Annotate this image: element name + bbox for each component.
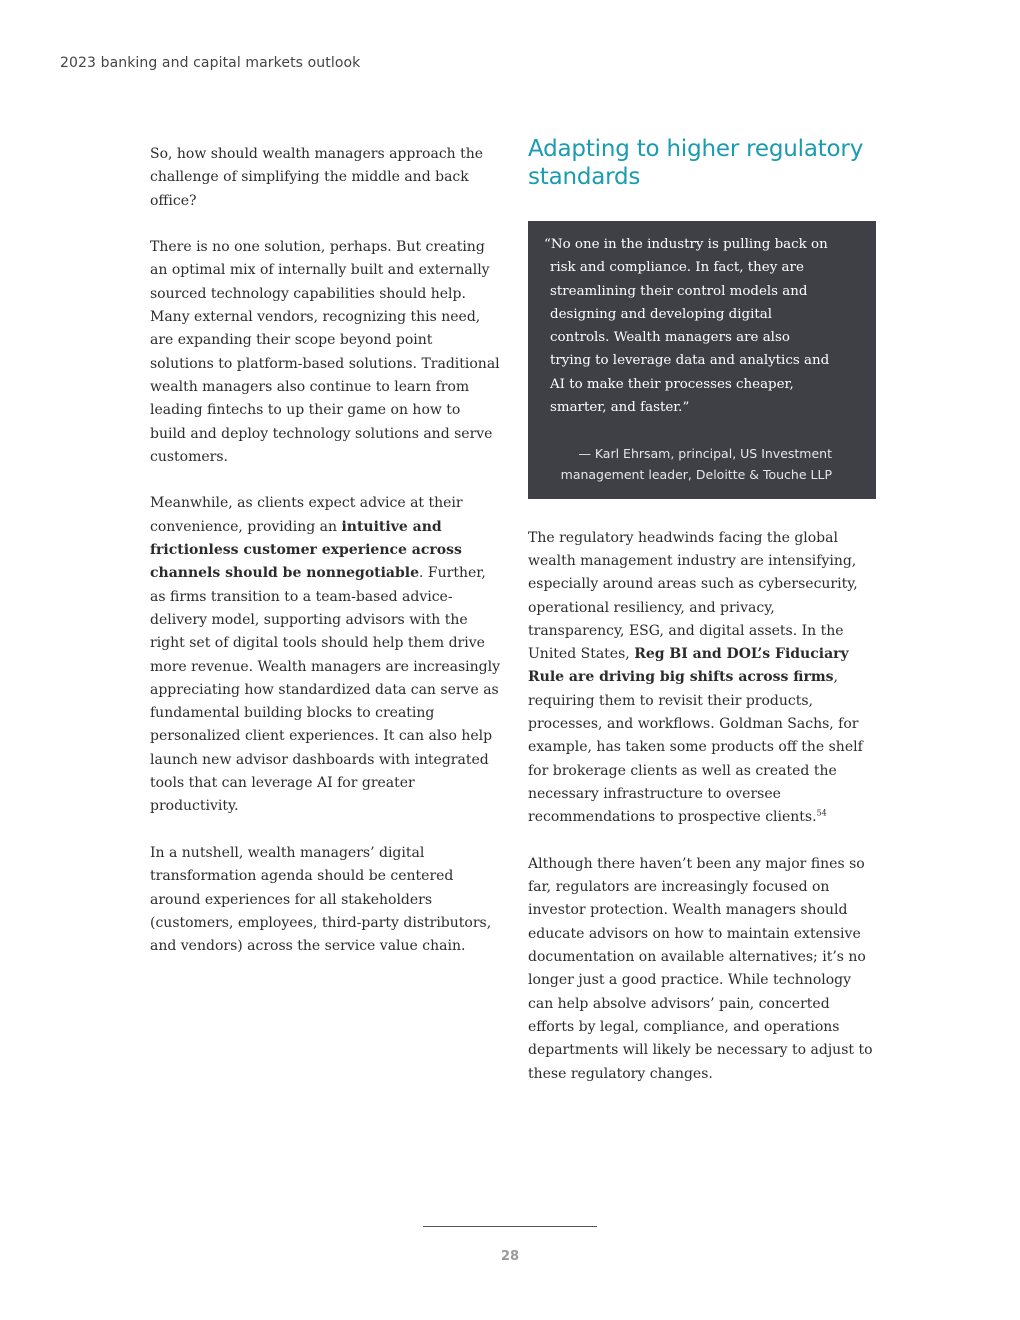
section-heading: Adapting to higher regulatory standards — [528, 136, 864, 190]
footer-divider — [423, 1226, 597, 1227]
left-column — [150, 143, 500, 982]
body-paragraph — [150, 492, 500, 818]
emphasis-text: Reg BI and DOL’s Fiduciary Rule are driving big shifts across firms — [528, 646, 849, 686]
text-run: The regulatory headwinds facing the global wealth management industry are intensifying, especially around areas such as cybersecurity, operational resiliency, and privacy, transparency, ESG, and digital assets. In the United States, — [528, 529, 858, 663]
text-run: , requiring them to revisit their products, processes, and workflows. Goldman Sachs, for example, has taken some products off the shelf for brokerage clients as well as created the necessary infrastructure to oversee recommendations to prospective clients. — [528, 669, 863, 826]
body-paragraph — [528, 527, 873, 830]
quote-attribution: — Karl Ehrsam, principal, US Investment management leader, Deloitte & Touche LLP — [560, 445, 832, 482]
text-run: . Further, as firms transition to a team-based advice-delivery model, supporting advisors with the right set of digital tools should help them drive more revenue. Wealth managers are increasingly appreciating how standardized data can serve as fundamental building blocks to creating personalized client experiences. It can also help launch new advisor dashboards with integrated tools that can leverage AI for greater productivity. — [150, 565, 500, 815]
text-run: Meanwhile, as clients expect advice at their convenience, providing an — [150, 495, 463, 535]
footnote-ref[interactable]: 54 — [816, 808, 827, 818]
body-paragraph: So, how should wealth managers approach the challenge of simplifying the middle and back office? — [150, 146, 484, 209]
running-header: 2023 banking and capital markets outlook — [60, 55, 361, 71]
body-paragraph: Although there haven’t been any major fines so far, regulators are increasingly focused on investor protection. Wealth managers should educate advisors on how to maintain extensive documentation on available alternatives; it’s no longer just a good practice. While technology can help absolve advisors’ pain, concerted efforts by legal, compliance, and operations departments will likely be necessary to adjust to these regulatory changes. — [528, 855, 873, 1082]
body-paragraph: There is no one solution, perhaps. But creating an optimal mix of internally built and externally sourced technology capabilities should help. Many external vendors, recognizing this need, are expanding their scope beyond point solutions to platform-based solutions. Traditional wealth managers also continue to learn from leading fintechs to up their game on how to build and deploy technology solutions and serve customers. — [150, 239, 500, 465]
pull-quote — [528, 221, 876, 499]
right-column — [528, 135, 873, 1109]
quote-text: “No one in the industry is pulling back on risk and compliance. In fact, they are streamlining their control models and designing and developing digital controls. Wealth managers are also trying to leverage data and analytics and AI to make their processes cheaper, smarter, and faster.” — [544, 237, 830, 416]
emphasis-text: intuitive and frictionless customer experience across channels should be nonnegotiable — [150, 518, 462, 582]
page-number: 28 — [500, 1249, 520, 1264]
body-paragraph: In a nutshell, wealth managers’ digital transformation agenda should be centered around experiences for all stakeholders (customers, employees, third-party distributors, and vendors) across the service value chain. — [150, 844, 492, 955]
